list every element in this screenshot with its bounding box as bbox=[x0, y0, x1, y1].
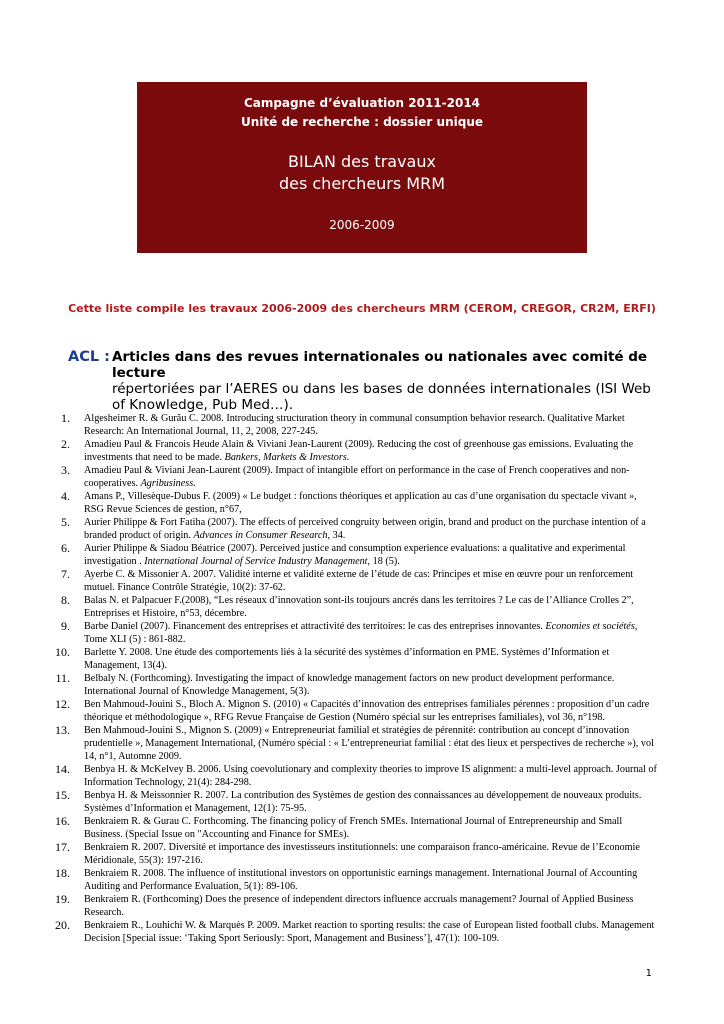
banner-title-line2: des chercheurs MRM bbox=[278, 174, 446, 193]
reference-item bbox=[61, 411, 660, 438]
reference-main: Barlette Y. 2008. Une étude des comportements liés à la sécurité des systèmes d’information en PME. Systèmes d’Information et Management, 13(4). bbox=[84, 647, 610, 671]
reference-text bbox=[84, 438, 659, 464]
reference-item bbox=[61, 541, 660, 568]
reference-item bbox=[55, 892, 660, 919]
reference-journal: Economies et sociétés bbox=[545, 621, 635, 632]
reference-number: 16. bbox=[55, 814, 70, 828]
reference-item bbox=[61, 463, 660, 490]
reference-number: 17. bbox=[55, 840, 70, 854]
reference-number: 11. bbox=[55, 671, 70, 685]
reference-number: 6. bbox=[61, 541, 70, 555]
reference-number: 14. bbox=[55, 762, 70, 776]
reference-number: 13. bbox=[55, 723, 70, 737]
reference-main: Benkraiem R., Louhichi W. & Marquès P. 2009. Market reaction to sporting results: the case of European listed football clubs. Management Decision [Special issue: ‘Taking Sport Seriously: Sport, Management and Business’], 47(1): 100-109. bbox=[84, 920, 655, 944]
reference-journal: Agribusiness. bbox=[140, 478, 196, 489]
reference-number: 2. bbox=[61, 437, 70, 451]
reference-main: Benkraiem R. 2008. The influence of institutional investors on opportunistic earnings management. International Journal of Accounting Auditing and Performance Evaluation, 5(1): 89-106. bbox=[84, 868, 638, 892]
reference-number: 5. bbox=[61, 515, 70, 529]
section-title-rest: répertoriées par l’AERES ou dans les bases de données internationales (ISI Web of Knowledge, Pub Med…). bbox=[112, 381, 651, 413]
reference-text bbox=[84, 867, 659, 893]
banner-title-line1: BILAN des travaux bbox=[288, 152, 436, 171]
reference-text bbox=[84, 464, 659, 490]
reference-item bbox=[55, 723, 660, 763]
reference-main: Benkraiem R. 2007. Diversité et importance des investisseurs institutionnels: une comparaison franco-américaine. Revue de l’Economie Méridionale, 55(3): 197-216. bbox=[84, 842, 640, 866]
reference-text bbox=[84, 919, 659, 945]
reference-item bbox=[55, 814, 660, 841]
page-number: 1 bbox=[645, 968, 652, 979]
reference-item bbox=[61, 567, 660, 594]
reference-item bbox=[55, 697, 660, 724]
reference-main: Amadieu Paul & Francois Heude Alain & Viviani Jean-Laurent (2009). Reducing the cost of greenhouse gas emissions. Evaluating the investments that need to be made. bbox=[84, 439, 634, 463]
reference-number: 12. bbox=[55, 697, 70, 711]
campaign-line: Campagne d’évaluation 2011-2014 bbox=[243, 96, 481, 110]
reference-main: Barbe Daniel (2007). Financement des entreprises et attractivité des territoires: le cas des entreprises innovantes. bbox=[84, 621, 546, 632]
reference-journal: International Journal of Service Industry Management bbox=[144, 556, 368, 567]
reference-number: 19. bbox=[55, 892, 70, 906]
reference-text bbox=[84, 620, 659, 646]
intro-text: Cette liste compile les travaux 2006-2009 des chercheurs MRM (CEROM, CREGOR, CR2M, ERFI) bbox=[68, 302, 656, 315]
reference-item bbox=[61, 619, 660, 646]
reference-main: Ben Mahmoud-Jouini S., Bloch A. Mignon S. (2010) « Capacités d’innovation des entreprises familiales pérennes : proposition d’un cadre théorique et méthodologique », RFG Revue Française de Gestion (Numéro spécial sur les entreprises familiales), vol 36, n°198. bbox=[84, 699, 650, 723]
reference-item bbox=[61, 515, 660, 542]
reference-main: Aurier Philippe & Siadou Béatrice (2007). Perceived justice and consumption experience evaluations: a qualitative and experimental investigation . bbox=[84, 543, 626, 567]
reference-main: Ayerbe C. & Missonier A. 2007. Validité interne et validité externe de l’étude de cas: Principes et mise en œuvre pour un renforcement mutuel. Finance Contrôle Stratégie, 10(2): 37-62. bbox=[84, 569, 634, 593]
banner-years: 2006-2009 bbox=[329, 218, 395, 232]
reference-text bbox=[84, 568, 659, 594]
reference-text bbox=[84, 763, 659, 789]
reference-list bbox=[55, 411, 660, 945]
reference-number: 10. bbox=[55, 645, 70, 659]
reference-main: Ben Mahmoud-Jouini S., Mignon S. (2009) « Entrepreneuriat familial et stratégies de pérennité: contribution au concept d’innovation prudentielle », Management International, (Numéro spécial : « L’entrepreneuriat familial : état des lieux et perspectives de recherche »), vol 14, n°1, Automne 2009. bbox=[84, 725, 654, 762]
reference-tail: , 18 (5). bbox=[367, 556, 400, 567]
reference-number: 20. bbox=[55, 918, 70, 932]
title-banner bbox=[137, 82, 587, 253]
reference-number: 1. bbox=[61, 411, 70, 425]
reference-journal: Bankers, Markets & Investors. bbox=[224, 452, 350, 463]
reference-main: Benbya H. & Meissonnier R. 2007. La contribution des Systèmes de gestion des connaissances au développement de nouveaux produits. Systèmes d’Information et Management, 12(1): 75-95. bbox=[84, 790, 642, 814]
reference-item bbox=[61, 489, 660, 516]
section-heading bbox=[68, 349, 668, 413]
reference-number: 9. bbox=[61, 619, 70, 633]
reference-item bbox=[55, 866, 660, 893]
reference-item bbox=[55, 788, 660, 815]
reference-number: 18. bbox=[55, 866, 70, 880]
reference-main: Balas N. et Palpacuer F.(2008), “Les réseaux d’innovation sont-ils toujours ancrés dans les territoires ? Le cas de l’Alliance Crolles 2”, Entreprises et Histoire, n°53, décembre. bbox=[84, 595, 634, 619]
reference-tail: , 34. bbox=[327, 530, 346, 541]
reference-number: 7. bbox=[61, 567, 70, 581]
reference-item bbox=[55, 918, 660, 945]
reference-number: 3. bbox=[61, 463, 70, 477]
reference-number: 4. bbox=[61, 489, 70, 503]
reference-item bbox=[55, 671, 660, 698]
section-code: ACL : bbox=[68, 349, 110, 365]
reference-text bbox=[84, 594, 659, 620]
unit-line: Unité de recherche : dossier unique bbox=[240, 115, 483, 129]
reference-main: Aurier Philippe & Fort Fatiha (2007). The effects of perceived congruity between origin, brand and product on the purchase intention of a branded product of origin. bbox=[84, 517, 646, 541]
reference-text bbox=[84, 542, 659, 568]
reference-text bbox=[84, 490, 659, 516]
section-title bbox=[112, 349, 668, 413]
reference-text bbox=[84, 815, 659, 841]
reference-text bbox=[84, 672, 659, 698]
reference-text bbox=[84, 516, 659, 542]
reference-main: Benkraiem R. (Forthcoming) Does the presence of independent directors influence accruals management? Journal of Applied Business Research. bbox=[84, 894, 634, 918]
reference-text bbox=[84, 789, 659, 815]
reference-text bbox=[84, 412, 659, 438]
reference-journal: Advances in Consumer Research bbox=[193, 530, 328, 541]
reference-tail: , Tome XLI (5) : 861-882. bbox=[84, 621, 638, 645]
reference-item bbox=[55, 762, 660, 789]
reference-main: Amans P., Villesèque-Dubus F. (2009) « Le budget : fonctions théoriques et application au cas d’une organisation du spectacle vivant », RSG Revue Sciences de gestion, n°67, bbox=[84, 491, 637, 515]
reference-number: 15. bbox=[55, 788, 70, 802]
reference-item bbox=[61, 593, 660, 620]
section-title-bold: Articles dans des revues internationales ou nationales avec comité de lecture bbox=[112, 349, 648, 381]
reference-item bbox=[55, 645, 660, 672]
reference-main: Belbaly N. (Forthcoming). Investigating the impact of knowledge management factors on new product development performance. International Journal of Knowledge Management, 5(3). bbox=[84, 673, 615, 697]
reference-main: Amadieu Paul & Viviani Jean-Laurent (2009). Impact of intangible effort on performance in the case of French cooperatives and non-cooperatives. bbox=[84, 465, 630, 489]
reference-text bbox=[84, 893, 659, 919]
reference-item bbox=[61, 437, 660, 464]
reference-text bbox=[84, 646, 659, 672]
reference-text bbox=[84, 724, 659, 763]
reference-text bbox=[84, 841, 659, 867]
reference-text bbox=[84, 698, 659, 724]
reference-number: 8. bbox=[61, 593, 70, 607]
reference-main: Benkraiem R. & Gurau C. Forthcoming. The financing policy of French SMEs. International Journal of Entrepreneurship and Small Business. (Special Issue on "Accounting and Finance for SMEs). bbox=[84, 816, 623, 840]
reference-main: Benbya H. & McKelvey B. 2006. Using coevolutionary and complexity theories to improve IS alignment: a multi-level approach. Journal of Information Technology, 21(4): 284-298. bbox=[84, 764, 657, 788]
reference-main: Algesheimer R. & Gurău C. 2008. Introducing structuration theory in communal consumption behavior research. Qualitative Market Research: An International Journal, 11, 2, 2008, 227-245. bbox=[84, 413, 625, 437]
reference-item bbox=[55, 840, 660, 867]
